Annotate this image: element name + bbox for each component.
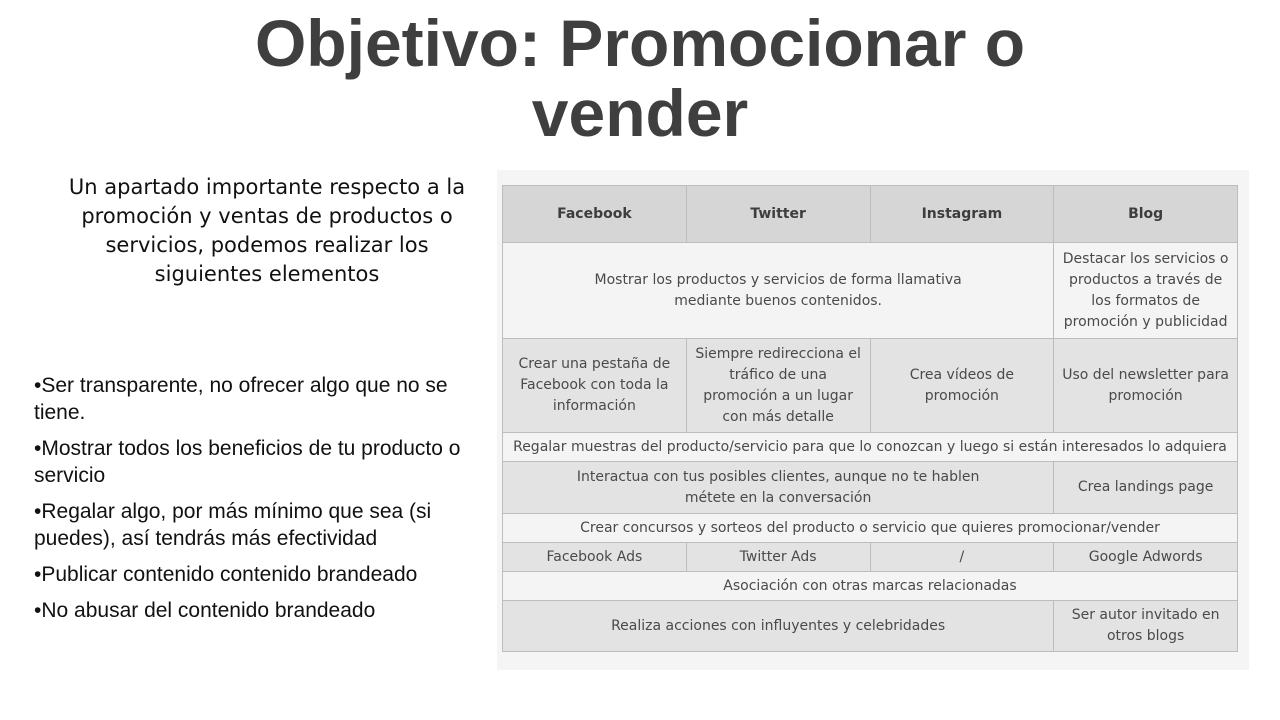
- table-row: [503, 601, 1238, 652]
- table-cell: Crea landings page: [1054, 462, 1238, 514]
- table-cell: Ser autor invitado en otros blogs: [1054, 601, 1238, 652]
- table-cell: Realiza acciones con influyentes y celebridades: [503, 601, 1054, 652]
- table-row: [503, 543, 1238, 572]
- intro-text: Un apartado importante respecto a la promoción y ventas de productos o servicios, podemos realizar los siguientes elementos: [68, 175, 466, 286]
- table-row: [503, 514, 1238, 543]
- header-blog: Blog: [1054, 186, 1238, 243]
- table-cell: Siempre redirecciona el tráfico de una promoción a un lugar con más detalle: [686, 339, 870, 433]
- table-cell: Crear concursos y sorteos del producto o servicio que quieres promocionar/vender: [503, 514, 1238, 543]
- bullet-item: •Mostrar todos los beneficios de tu producto o servicio: [34, 437, 461, 487]
- table-cell: Facebook Ads: [503, 543, 687, 572]
- table-cell: Google Adwords: [1054, 543, 1238, 572]
- bullet-item: •Publicar contenido contenido brandeado: [34, 563, 418, 586]
- strategy-table: [502, 185, 1238, 652]
- header-twitter: Twitter: [686, 186, 870, 243]
- bullet-item: •No abusar del contenido brandeado: [34, 599, 376, 622]
- header-instagram: Instagram: [870, 186, 1054, 243]
- table-row: [503, 462, 1238, 514]
- table-cell: Twitter Ads: [686, 543, 870, 572]
- table-cell: Regalar muestras del producto/servicio para que lo conozcan y luego si están interesados lo adquiera: [503, 433, 1238, 462]
- bullet-list: [34, 372, 474, 633]
- bullet-item: •Ser transparente, no ofrecer algo que no se tiene.: [34, 374, 448, 424]
- table-row: [503, 572, 1238, 601]
- table-row: [503, 433, 1238, 462]
- table-cell: Uso del newsletter para promoción: [1054, 339, 1238, 433]
- table-cell: Crea vídeos de promoción: [870, 339, 1054, 433]
- table-row: [503, 339, 1238, 433]
- table-cell: Destacar los servicios o productos a través de los formatos de promoción y publicidad: [1054, 243, 1238, 339]
- table-cell: Mostrar los productos y servicios de forma llamativa mediante buenos contenidos.: [503, 243, 1054, 339]
- strategy-table-image: [497, 170, 1249, 670]
- table-header-row: [503, 186, 1238, 243]
- table-row: [503, 243, 1238, 339]
- table-cell: Crear una pestaña de Facebook con toda la información: [503, 339, 687, 433]
- table-cell: /: [870, 543, 1054, 572]
- header-facebook: Facebook: [503, 186, 687, 243]
- bullet-item: •Regalar algo, por más mínimo que sea (si puedes), así tendrás más efectividad: [34, 500, 432, 550]
- table-cell: Asociación con otras marcas relacionadas: [503, 572, 1238, 601]
- slide-title: Objetivo: Promocionar o vender: [254, 6, 1026, 150]
- table-cell: Interactua con tus posibles clientes, aunque no te hablen métete en la conversación: [503, 462, 1054, 514]
